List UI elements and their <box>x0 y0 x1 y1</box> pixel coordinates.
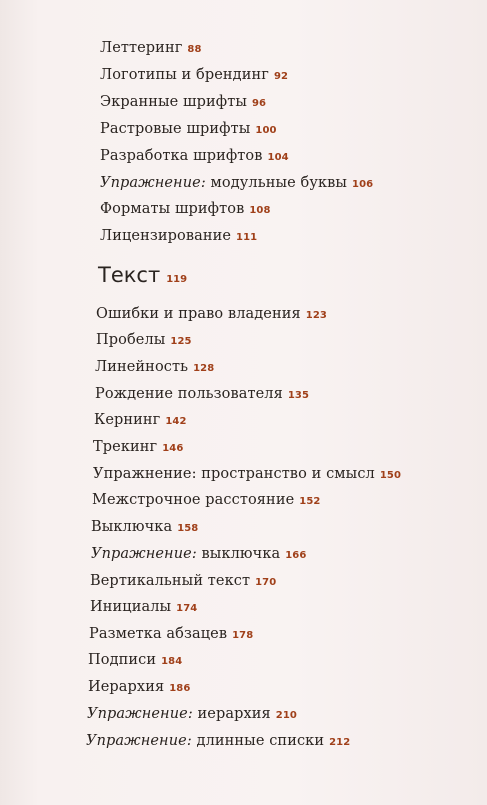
toc-entry <box>100 66 288 86</box>
toc-page-number: 106 <box>352 179 374 190</box>
toc-entry <box>95 385 309 405</box>
toc-entry-title: Вертикальный текст <box>90 573 251 589</box>
toc-entry-title: Форматы шрифтов <box>100 201 245 217</box>
toc-entry-title: Ошибки и право владения <box>96 306 301 322</box>
toc-entry-title: Растровые шрифты <box>100 121 251 137</box>
toc-entry <box>96 331 192 351</box>
toc-entry-title: Разметка абзацев <box>89 626 228 642</box>
toc-entry <box>94 411 187 431</box>
toc-entry-title: Логотипы и брендинг <box>100 67 269 83</box>
section-title: Текст <box>98 263 161 287</box>
toc-entry-title: иерархия <box>197 706 271 722</box>
toc-entry-title: Леттеринг <box>100 40 183 56</box>
toc-entry-title: Упражнение: пространство и смысл <box>93 466 375 482</box>
toc-page-number: 123 <box>305 310 327 321</box>
toc-page-number: 142 <box>165 416 187 427</box>
toc-entry-exercise <box>87 705 297 725</box>
toc-page-number: 96 <box>251 98 267 109</box>
toc-page-number: 128 <box>193 363 215 374</box>
toc-entry-exercise <box>100 174 373 194</box>
toc-page-number: 125 <box>170 336 192 347</box>
toc-page-number: 152 <box>299 496 321 507</box>
toc-entry-title: Кернинг <box>94 412 161 428</box>
toc-entry-title: Инициалы <box>90 599 172 615</box>
section-page-number: 119 <box>166 274 188 285</box>
toc-entry-title: Лицензирование <box>100 228 232 244</box>
toc-entry-title: Пробелы <box>96 332 166 348</box>
toc-entry <box>88 678 190 698</box>
toc-entry <box>90 598 197 618</box>
toc-entry-title: Межстрочное расстояние <box>92 492 295 508</box>
toc-entry <box>89 625 253 645</box>
toc-entry <box>93 465 401 485</box>
toc-page-number: 100 <box>255 125 277 136</box>
toc-page-number: 158 <box>177 523 199 534</box>
toc-page-number: 210 <box>275 710 297 721</box>
toc-entry <box>88 651 182 671</box>
toc-page-number: 186 <box>169 683 191 694</box>
toc-page-number: 170 <box>255 577 277 588</box>
toc-entry <box>90 572 276 592</box>
toc-entry-title: Иерархия <box>88 679 165 695</box>
toc-entry-title: выключка <box>201 546 281 562</box>
toc-entry-title: Экранные шрифты <box>100 94 247 110</box>
toc-page-number: 92 <box>273 71 289 82</box>
toc-entry-title: модульные буквы <box>210 175 348 191</box>
exercise-prefix: Упражнение: <box>87 706 193 722</box>
toc-entry-title: Линейность <box>95 359 189 375</box>
toc-entry-title: Разработка шрифтов <box>100 148 263 164</box>
toc-entry <box>100 200 271 220</box>
toc-page-number: 212 <box>329 737 351 748</box>
toc-entry-exercise <box>91 545 306 565</box>
toc-entry-title: Трекинг <box>93 439 158 455</box>
exercise-prefix: Упражнение: <box>91 546 197 562</box>
exercise-prefix: Упражнение: <box>100 175 206 191</box>
toc-page-number: 108 <box>249 205 271 216</box>
toc-entry-exercise <box>86 732 350 752</box>
toc-entry <box>95 358 214 378</box>
toc-entry-title: Подписи <box>88 652 157 668</box>
toc-entry <box>100 227 257 247</box>
toc-entry <box>100 93 266 113</box>
toc-page-number: 135 <box>287 390 310 401</box>
toc-page-number: 111 <box>236 232 258 243</box>
toc-page-number: 184 <box>161 656 183 667</box>
toc-entry <box>93 438 183 458</box>
toc-page-number: 88 <box>187 44 202 55</box>
toc-entry-title: Выключка <box>91 519 173 535</box>
toc-page-number: 178 <box>232 630 254 641</box>
toc-entry <box>100 120 277 140</box>
toc-page-number: 150 <box>379 470 402 481</box>
toc-page-number: 104 <box>267 152 289 163</box>
toc-entry <box>100 147 289 167</box>
section-heading <box>98 262 187 293</box>
toc-page-number: 174 <box>176 603 198 614</box>
toc-entry <box>96 305 327 325</box>
toc-entry-title: Рождение пользователя <box>95 386 283 402</box>
toc-entry <box>92 491 320 511</box>
exercise-prefix: Упражнение: <box>86 733 192 749</box>
toc-entry <box>100 39 202 59</box>
toc-page-number: 146 <box>162 443 184 454</box>
toc-page-number: 166 <box>285 550 307 561</box>
toc-entry <box>91 518 198 538</box>
toc-entry-title: длинные списки <box>196 733 325 749</box>
